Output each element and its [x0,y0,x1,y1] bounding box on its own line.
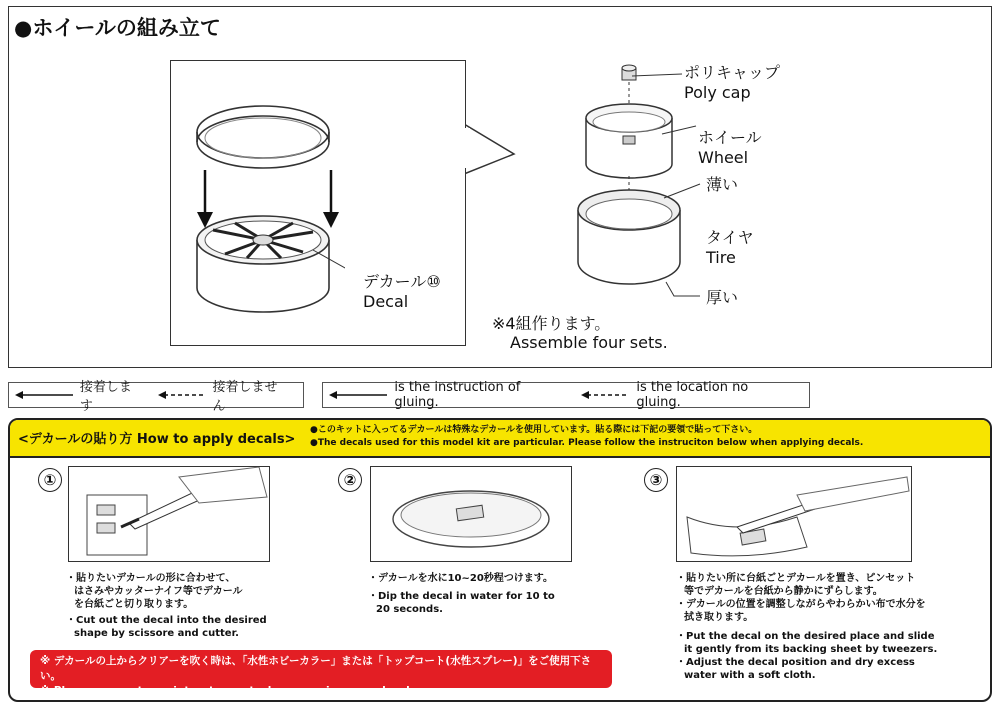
polycap-label-en: Poly cap [684,83,751,102]
thick-label-jp: 厚い [706,288,739,307]
section-title: ●ホイールの組み立て [14,16,221,40]
legend-en [322,382,810,408]
step-3-jp2: 等でデカールを台紙から静かにずらします。 [684,586,883,597]
rim-decal-illustration [185,90,345,330]
howto-header [10,420,990,458]
sets-note-en: Assemble four sets. [510,333,668,352]
step-1-jp3: を台紙ごと切り取ります。 [74,599,194,610]
step-3-jp4: 拭き取ります。 [684,612,754,623]
solid-arrow-icon [329,390,388,400]
dashed-arrow-icon [158,390,207,400]
step-3-number: ③ [644,468,668,492]
step-3-image [676,466,912,562]
step-2-number: ② [338,468,362,492]
sets-note-jp: ※4組作ります。 [492,314,611,333]
step-2-en2: 20 seconds. [376,604,443,615]
step-3-en4: water with a soft cloth. [684,670,816,681]
tire-label-jp: タイヤ [706,228,754,247]
step-1-jp2: はさみやカッターナイフ等でデカール [74,586,243,597]
thin-leader [660,178,710,208]
step-2-image [370,466,572,562]
decal-label-jp: デカール⑩ [363,272,441,291]
polycap-label-jp: ポリキャップ [684,63,781,82]
howto-title: <デカールの貼り方 How to apply decals> [18,432,296,447]
warning-jp: ※ デカールの上からクリアーを吹く時は、「水性ホビーカラー」または「トップコート(水性スプレー)」をご使用下さい。 [40,655,592,682]
step-3-jp1: ・貼りたい所に台紙ごとデカールを置き、ピンセット [676,573,916,584]
wheel-leader [660,120,700,150]
howto-note-en: ●The decals used for this model kit are particular. Please follow the instruciton below when applying decals. [310,438,864,448]
step-1-en2: shape by scissore and cutter. [74,628,239,639]
cut-decal-illustration [69,467,269,561]
legend-jp [8,380,304,414]
thin-label-jp: 薄い [706,175,739,194]
step-3-jp3: ・デカールの位置を調整しながらやわらかい布で水分を [676,599,926,610]
legend-noglue-jp: 接着しません [212,380,278,414]
spray-warning [30,650,612,697]
step-2-jp1: ・デカールを水に10~20秒程つけます。 [368,573,554,584]
slide-decal-illustration [677,467,911,561]
warning-en: ※ Please use water paint or topcoat when spraying over decals. [40,685,421,697]
tire-label-en: Tire [706,248,736,267]
pointer-mask [462,128,470,168]
water-dish-illustration [371,467,571,561]
legend-glue-en: is the instruction of gluing. [394,380,521,410]
step-3-en3: ・Adjust the decal position and dry excess [676,657,915,668]
step-3-en1: ・Put the decal on the desired place and slide [676,631,935,642]
step-1-jp1: ・貼りたいデカールの形に合わせて、 [66,573,236,584]
legend-glue-jp: 接着します [79,380,132,414]
thick-leader [660,278,710,308]
step-1-image [68,466,270,562]
step-2-en1: ・Dip the decal in water for 10 to [368,591,555,602]
wheel-label-jp: ホイール [698,128,762,147]
howto-note-jp: ●このキットに入ってるデカールは特殊なデカールを使用しています。貼る際には下記の要領で貼って下さい。 [310,425,758,435]
step-1-number: ① [38,468,62,492]
wheel-label-en: Wheel [698,148,749,167]
solid-arrow-icon [15,390,74,400]
step-1-en1: ・Cut out the decal into the desired [66,615,267,626]
step-3-en2: it gently from its backing sheet by tweezers. [684,644,938,655]
dashed-arrow-icon [581,390,630,400]
legend-noglue-en: is the location no gluing. [636,380,749,410]
decal-label-en: Decal [363,292,409,311]
